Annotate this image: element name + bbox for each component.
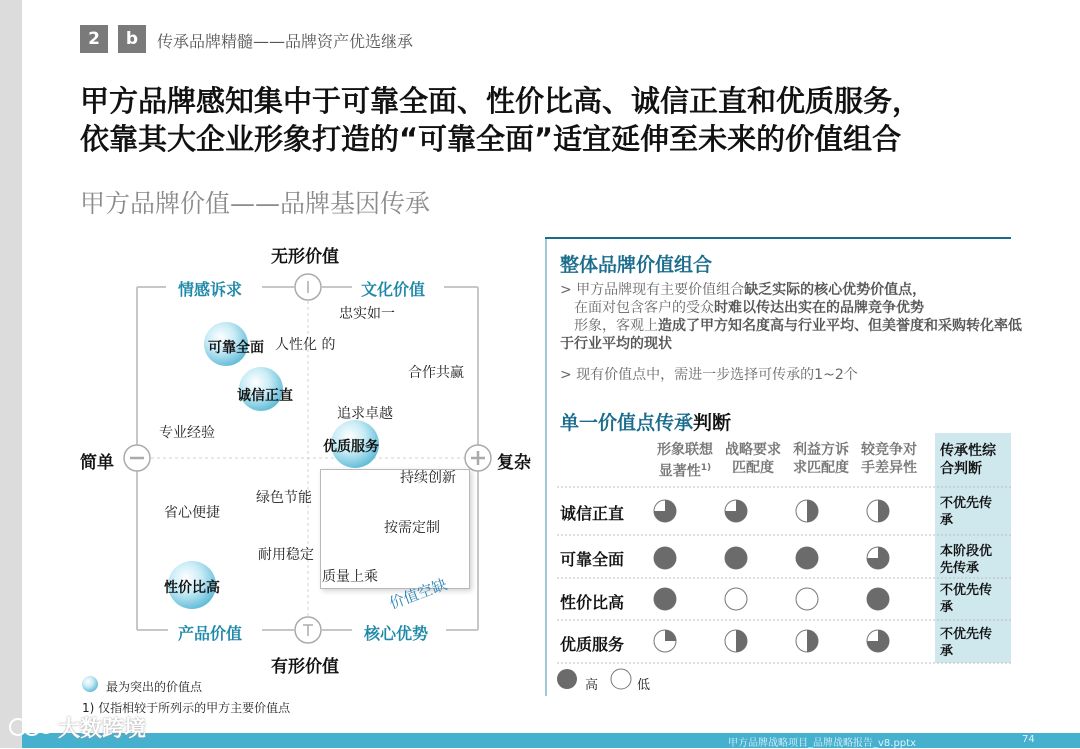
point-chengxin: 诚信正直	[237, 388, 293, 404]
column-header-3: 利益方诉 求匹配度	[793, 442, 849, 476]
table-heading: 单一价值点传承判断	[560, 412, 732, 434]
point-shengxin: 省心便捷	[164, 505, 220, 521]
watermark-text: 大数跨境	[58, 717, 147, 742]
rating-ball	[725, 500, 747, 522]
rating-ball	[796, 547, 818, 569]
axis-bottom-label: 有形价值	[271, 657, 339, 677]
legend-high-icon	[557, 669, 577, 689]
panel-heading: 整体品牌价值组合	[560, 254, 713, 276]
rating-ball	[796, 588, 818, 610]
point-youzhi: 优质服务	[323, 439, 379, 455]
title-line-1: 甲方品牌感知集中于可靠全面、性价比高、诚信正直和优质服务，	[80, 84, 922, 118]
watermark-logo-icon	[8, 714, 54, 740]
section-number-badge: 2	[80, 25, 108, 53]
point-kekao: 可靠全面	[208, 340, 264, 356]
row-label: 诚信正直	[560, 504, 625, 523]
judge-cell: 不优先传承	[940, 583, 993, 615]
quadrant-emotional-label: 情感诉求	[178, 280, 243, 299]
panel-bullet-1: > 甲方品牌现有主要价值组合缺乏实际的核心优势价值点， 在面对包含客户的受众时难以传达出实在的品牌竞争优势 形象，客观上造成了甲方知名度高与行业平均、但美誉度和采购转化率低于行业平均的现状	[560, 282, 1022, 352]
point-hezuo: 合作共赢	[408, 365, 464, 381]
rating-ball	[725, 630, 747, 652]
title-line-2: 依靠其大企业形象打造的“可靠全面”适宜延伸至未来的价值组合	[80, 122, 902, 156]
rating-ball	[654, 630, 676, 652]
point-zhiliang: 质量上乘	[322, 569, 378, 585]
rating-ball	[867, 547, 889, 569]
quadrant-core-label: 核心优势	[364, 624, 429, 643]
point-zhuanye: 专业经验	[159, 425, 215, 441]
judge-cell: 本阶段优先传承	[940, 544, 993, 576]
axis-top-label: 无形价值	[271, 247, 339, 267]
legend-low-label: 低	[637, 678, 651, 693]
row-label: 可靠全面	[560, 550, 625, 569]
legend-high-label: 高	[585, 678, 599, 693]
axis-left-label: 简单	[80, 453, 114, 473]
footer-page-number: 74	[1022, 734, 1035, 745]
panel-bullet-2: > 现有价值点中，需进一步选择可传承的1~2个	[560, 367, 858, 383]
rating-ball	[654, 547, 676, 569]
point-renxinghua: 人性化 的	[275, 337, 336, 353]
footnote: 1) 仅指相较于所列示的甲方主要价值点	[82, 701, 291, 715]
column-header-1: 形象联想 显著性$^{1)}$	[657, 442, 713, 480]
point-zhongshi: 忠实如一	[339, 306, 395, 322]
rating-ball	[867, 630, 889, 652]
judge-cell: 不优先传承	[940, 627, 993, 659]
legend-highlight-label: 最为突出的价值点	[106, 680, 203, 694]
judge-column-header: 传承性综合判断	[940, 443, 996, 477]
quadrant-product-label: 产品价值	[178, 624, 243, 643]
point-xingjiabi: 性价比高	[164, 580, 220, 596]
breadcrumb: 传承品牌精髓——品牌资产优选继承	[157, 32, 414, 51]
point-anxu: 按需定制	[384, 520, 440, 536]
point-lvse: 绿色节能	[256, 490, 312, 506]
row-label: 性价比高	[560, 593, 625, 612]
rating-ball	[867, 500, 889, 522]
column-header-2: 战略要求 匹配度	[725, 442, 781, 476]
rating-ball	[725, 547, 747, 569]
value-gap-label: 价值空缺	[386, 575, 450, 613]
row-label: 优质服务	[560, 635, 625, 654]
rating-ball	[654, 588, 676, 610]
rating-ball	[725, 588, 747, 610]
footer-filename: 甲方品牌战略项目_品牌战略报告_v8.pptx	[728, 738, 916, 749]
rating-ball	[796, 500, 818, 522]
column-header-4: 较竞争对 手差异性	[861, 442, 917, 476]
section-letter-badge: b	[118, 25, 146, 53]
point-naiyong: 耐用稳定	[258, 547, 314, 563]
axis-right-label: 复杂	[497, 453, 531, 473]
quadrant-cultural-label: 文化价值	[361, 280, 426, 299]
rating-ball	[867, 588, 889, 610]
point-zhuiqiu: 追求卓越	[337, 406, 393, 422]
rating-ball	[654, 500, 676, 522]
legend-low-icon	[611, 669, 631, 689]
judge-cell: 不优先传承	[940, 496, 993, 528]
rating-ball	[796, 630, 818, 652]
page-subtitle: 甲方品牌价值——品牌基因传承	[80, 189, 431, 218]
point-chixu: 持续创新	[400, 470, 456, 486]
footer-bar	[22, 733, 1080, 748]
